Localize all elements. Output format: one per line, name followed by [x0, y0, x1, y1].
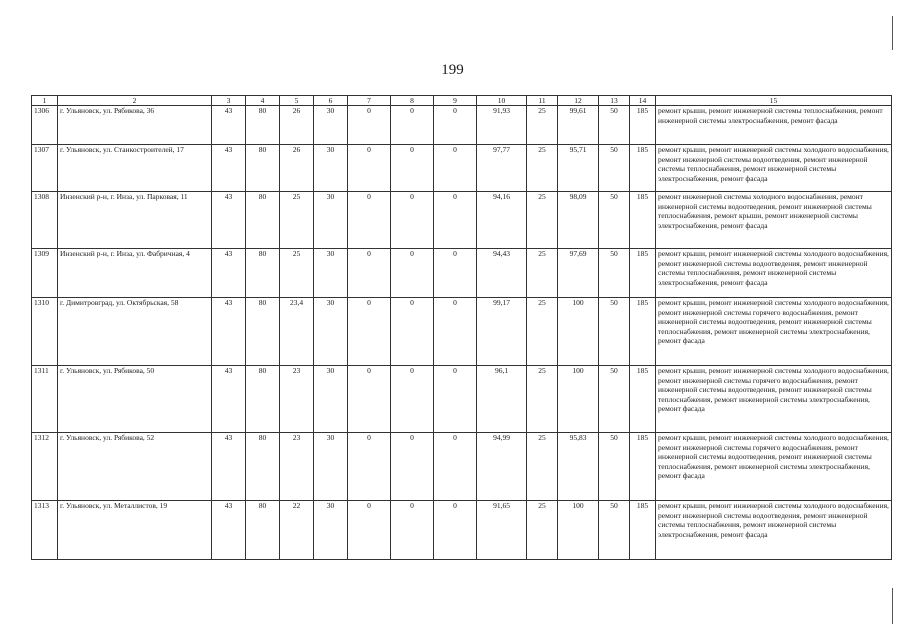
value-cell: 30	[314, 145, 348, 192]
value-cell: 0	[391, 433, 434, 501]
column-header: 6	[314, 96, 348, 106]
value-cell: 91,65	[477, 501, 527, 560]
row-id: 1306	[32, 106, 58, 145]
column-header: 12	[558, 96, 599, 106]
table-row	[32, 298, 892, 366]
column-header: 2	[58, 96, 212, 106]
value-cell: 0	[348, 366, 391, 433]
value-cell: 25	[527, 249, 558, 298]
value-cell: 50	[599, 145, 630, 192]
value-cell: 0	[391, 145, 434, 192]
value-cell: 185	[630, 106, 656, 145]
value-cell: 0	[434, 298, 477, 366]
column-number-row	[32, 96, 892, 106]
address-cell: Инзенский р-н, г. Инза, ул. Парковая, 11	[58, 192, 212, 249]
value-cell: 30	[314, 298, 348, 366]
table-row	[32, 249, 892, 298]
value-cell: 50	[599, 433, 630, 501]
row-id: 1307	[32, 145, 58, 192]
value-cell: 23	[280, 366, 314, 433]
value-cell: 30	[314, 366, 348, 433]
column-header: 14	[630, 96, 656, 106]
address-cell: г. Димитровград, ул. Октябрьская, 58	[58, 298, 212, 366]
value-cell: 30	[314, 192, 348, 249]
value-cell: 0	[348, 433, 391, 501]
value-cell: 185	[630, 145, 656, 192]
column-header: 3	[212, 96, 246, 106]
value-cell: 0	[434, 501, 477, 560]
value-cell: 26	[280, 106, 314, 145]
value-cell: 0	[434, 433, 477, 501]
address-cell: г. Ульяновск, ул. Металлистов, 19	[58, 501, 212, 560]
row-id: 1313	[32, 501, 58, 560]
value-cell: 0	[391, 501, 434, 560]
value-cell: 185	[630, 433, 656, 501]
column-header: 1	[32, 96, 58, 106]
value-cell: 185	[630, 501, 656, 560]
table-row	[32, 192, 892, 249]
value-cell: 0	[391, 249, 434, 298]
value-cell: 80	[246, 106, 280, 145]
row-id: 1311	[32, 366, 58, 433]
column-header: 5	[280, 96, 314, 106]
works-cell: ремонт крыши, ремонт инженерной системы теплоснабжения, ремонт инженерной системы электроснабжения, ремонт фасада	[656, 106, 892, 145]
value-cell: 25	[527, 366, 558, 433]
value-cell: 0	[348, 298, 391, 366]
value-cell: 43	[212, 192, 246, 249]
value-cell: 26	[280, 145, 314, 192]
page-number: 199	[441, 62, 464, 78]
value-cell: 80	[246, 433, 280, 501]
value-cell: 43	[212, 433, 246, 501]
table-row	[32, 145, 892, 192]
table-row	[32, 106, 892, 145]
column-header: 10	[477, 96, 527, 106]
value-cell: 23,4	[280, 298, 314, 366]
repair-schedule-table	[31, 95, 892, 560]
works-cell: ремонт крыши, ремонт инженерной системы холодного водоснабжения, ремонт инженерной системы водоотведения, ремонт инженерной системы теплоснабжения, ремонт инженерной системы электроснабжения, ремонт фасада	[656, 249, 892, 298]
value-cell: 50	[599, 249, 630, 298]
value-cell: 25	[280, 192, 314, 249]
table-row	[32, 433, 892, 501]
value-cell: 0	[348, 145, 391, 192]
value-cell: 43	[212, 106, 246, 145]
address-cell: г. Ульяновск, ул. Рябикова, 52	[58, 433, 212, 501]
value-cell: 0	[434, 106, 477, 145]
value-cell: 95,83	[558, 433, 599, 501]
value-cell: 91,93	[477, 106, 527, 145]
works-cell: ремонт крыши, ремонт инженерной системы холодного водоснабжения, ремонт инженерной системы горячего водоснабжения, ремонт инженерной системы водоотведения, ремонт инженерной системы теплоснабжения, ремонт инженерной системы электроснабжения, ремонт фасада	[656, 298, 892, 366]
value-cell: 43	[212, 298, 246, 366]
value-cell: 50	[599, 106, 630, 145]
value-cell: 97,69	[558, 249, 599, 298]
address-cell: Инзенский р-н, г. Инза, ул. Фабричная, 4	[58, 249, 212, 298]
scan-edge-mark-bottom	[892, 588, 893, 624]
value-cell: 22	[280, 501, 314, 560]
value-cell: 25	[527, 501, 558, 560]
column-header: 7	[348, 96, 391, 106]
value-cell: 94,16	[477, 192, 527, 249]
value-cell: 94,99	[477, 433, 527, 501]
value-cell: 43	[212, 501, 246, 560]
value-cell: 43	[212, 145, 246, 192]
column-header: 15	[656, 96, 892, 106]
row-id: 1308	[32, 192, 58, 249]
value-cell: 100	[558, 298, 599, 366]
value-cell: 80	[246, 501, 280, 560]
value-cell: 50	[599, 366, 630, 433]
value-cell: 185	[630, 298, 656, 366]
value-cell: 99,17	[477, 298, 527, 366]
value-cell: 97,77	[477, 145, 527, 192]
value-cell: 185	[630, 192, 656, 249]
address-cell: г. Ульяновск, ул. Станкостроителей, 17	[58, 145, 212, 192]
value-cell: 99,61	[558, 106, 599, 145]
value-cell: 0	[434, 249, 477, 298]
value-cell: 96,1	[477, 366, 527, 433]
scan-edge-mark-top	[892, 16, 893, 50]
value-cell: 0	[434, 145, 477, 192]
value-cell: 185	[630, 249, 656, 298]
value-cell: 100	[558, 366, 599, 433]
value-cell: 0	[391, 106, 434, 145]
table-row	[32, 366, 892, 433]
value-cell: 25	[527, 192, 558, 249]
value-cell: 95,71	[558, 145, 599, 192]
value-cell: 0	[391, 366, 434, 433]
value-cell: 80	[246, 192, 280, 249]
value-cell: 23	[280, 433, 314, 501]
value-cell: 30	[314, 249, 348, 298]
value-cell: 30	[314, 433, 348, 501]
works-cell: ремонт крыши, ремонт инженерной системы холодного водоснабжения, ремонт инженерной системы горячего водоснабжения, ремонт инженерной системы водоотведения, ремонт инженерной системы теплоснабжения, ремонт инженерной системы электроснабжения, ремонт фасада	[656, 433, 892, 501]
row-id: 1312	[32, 433, 58, 501]
value-cell: 0	[348, 249, 391, 298]
value-cell: 25	[527, 298, 558, 366]
value-cell: 100	[558, 501, 599, 560]
value-cell: 0	[391, 192, 434, 249]
value-cell: 0	[434, 366, 477, 433]
value-cell: 50	[599, 192, 630, 249]
value-cell: 30	[314, 106, 348, 145]
address-cell: г. Ульяновск, ул. Рябикова, 36	[58, 106, 212, 145]
row-id: 1309	[32, 249, 58, 298]
value-cell: 98,09	[558, 192, 599, 249]
value-cell: 80	[246, 249, 280, 298]
column-header: 8	[391, 96, 434, 106]
value-cell: 25	[527, 145, 558, 192]
table-row	[32, 501, 892, 560]
value-cell: 80	[246, 145, 280, 192]
value-cell: 43	[212, 249, 246, 298]
value-cell: 0	[348, 501, 391, 560]
value-cell: 80	[246, 366, 280, 433]
works-cell: ремонт крыши, ремонт инженерной системы холодного водоснабжения, ремонт инженерной системы водоотведения, ремонт инженерной системы теплоснабжения, ремонт инженерной системы электроснабжения, ремонт фасада	[656, 145, 892, 192]
value-cell: 0	[434, 192, 477, 249]
value-cell: 0	[348, 192, 391, 249]
works-cell: ремонт крыши, ремонт инженерной системы холодного водоснабжения, ремонт инженерной системы горячего водоснабжения, ремонт инженерной системы водоотведения, ремонт инженерной системы теплоснабжения, ремонт инженерной системы электроснабжения, ремонт фасада	[656, 366, 892, 433]
value-cell: 25	[527, 106, 558, 145]
value-cell: 94,43	[477, 249, 527, 298]
value-cell: 0	[348, 106, 391, 145]
column-header: 13	[599, 96, 630, 106]
value-cell: 30	[314, 501, 348, 560]
value-cell: 43	[212, 366, 246, 433]
works-cell: ремонт инженерной системы холодного водоснабжения, ремонт инженерной системы водоотведения, ремонт инженерной системы теплоснабжения, ремонт крыши, ремонт инженерной системы электроснабжения, ремонт фасада	[656, 192, 892, 249]
value-cell: 50	[599, 298, 630, 366]
value-cell: 25	[527, 433, 558, 501]
column-header: 9	[434, 96, 477, 106]
value-cell: 80	[246, 298, 280, 366]
column-header: 4	[246, 96, 280, 106]
row-id: 1310	[32, 298, 58, 366]
value-cell: 185	[630, 366, 656, 433]
column-header: 11	[527, 96, 558, 106]
address-cell: г. Ульяновск, ул. Рябикова, 50	[58, 366, 212, 433]
value-cell: 0	[391, 298, 434, 366]
value-cell: 25	[280, 249, 314, 298]
works-cell: ремонт крыши, ремонт инженерной системы холодного водоснабжения, ремонт инженерной системы водоотведения, ремонт инженерной системы теплоснабжения, ремонт инженерной системы электроснабжения, ремонт фасада	[656, 501, 892, 560]
value-cell: 50	[599, 501, 630, 560]
